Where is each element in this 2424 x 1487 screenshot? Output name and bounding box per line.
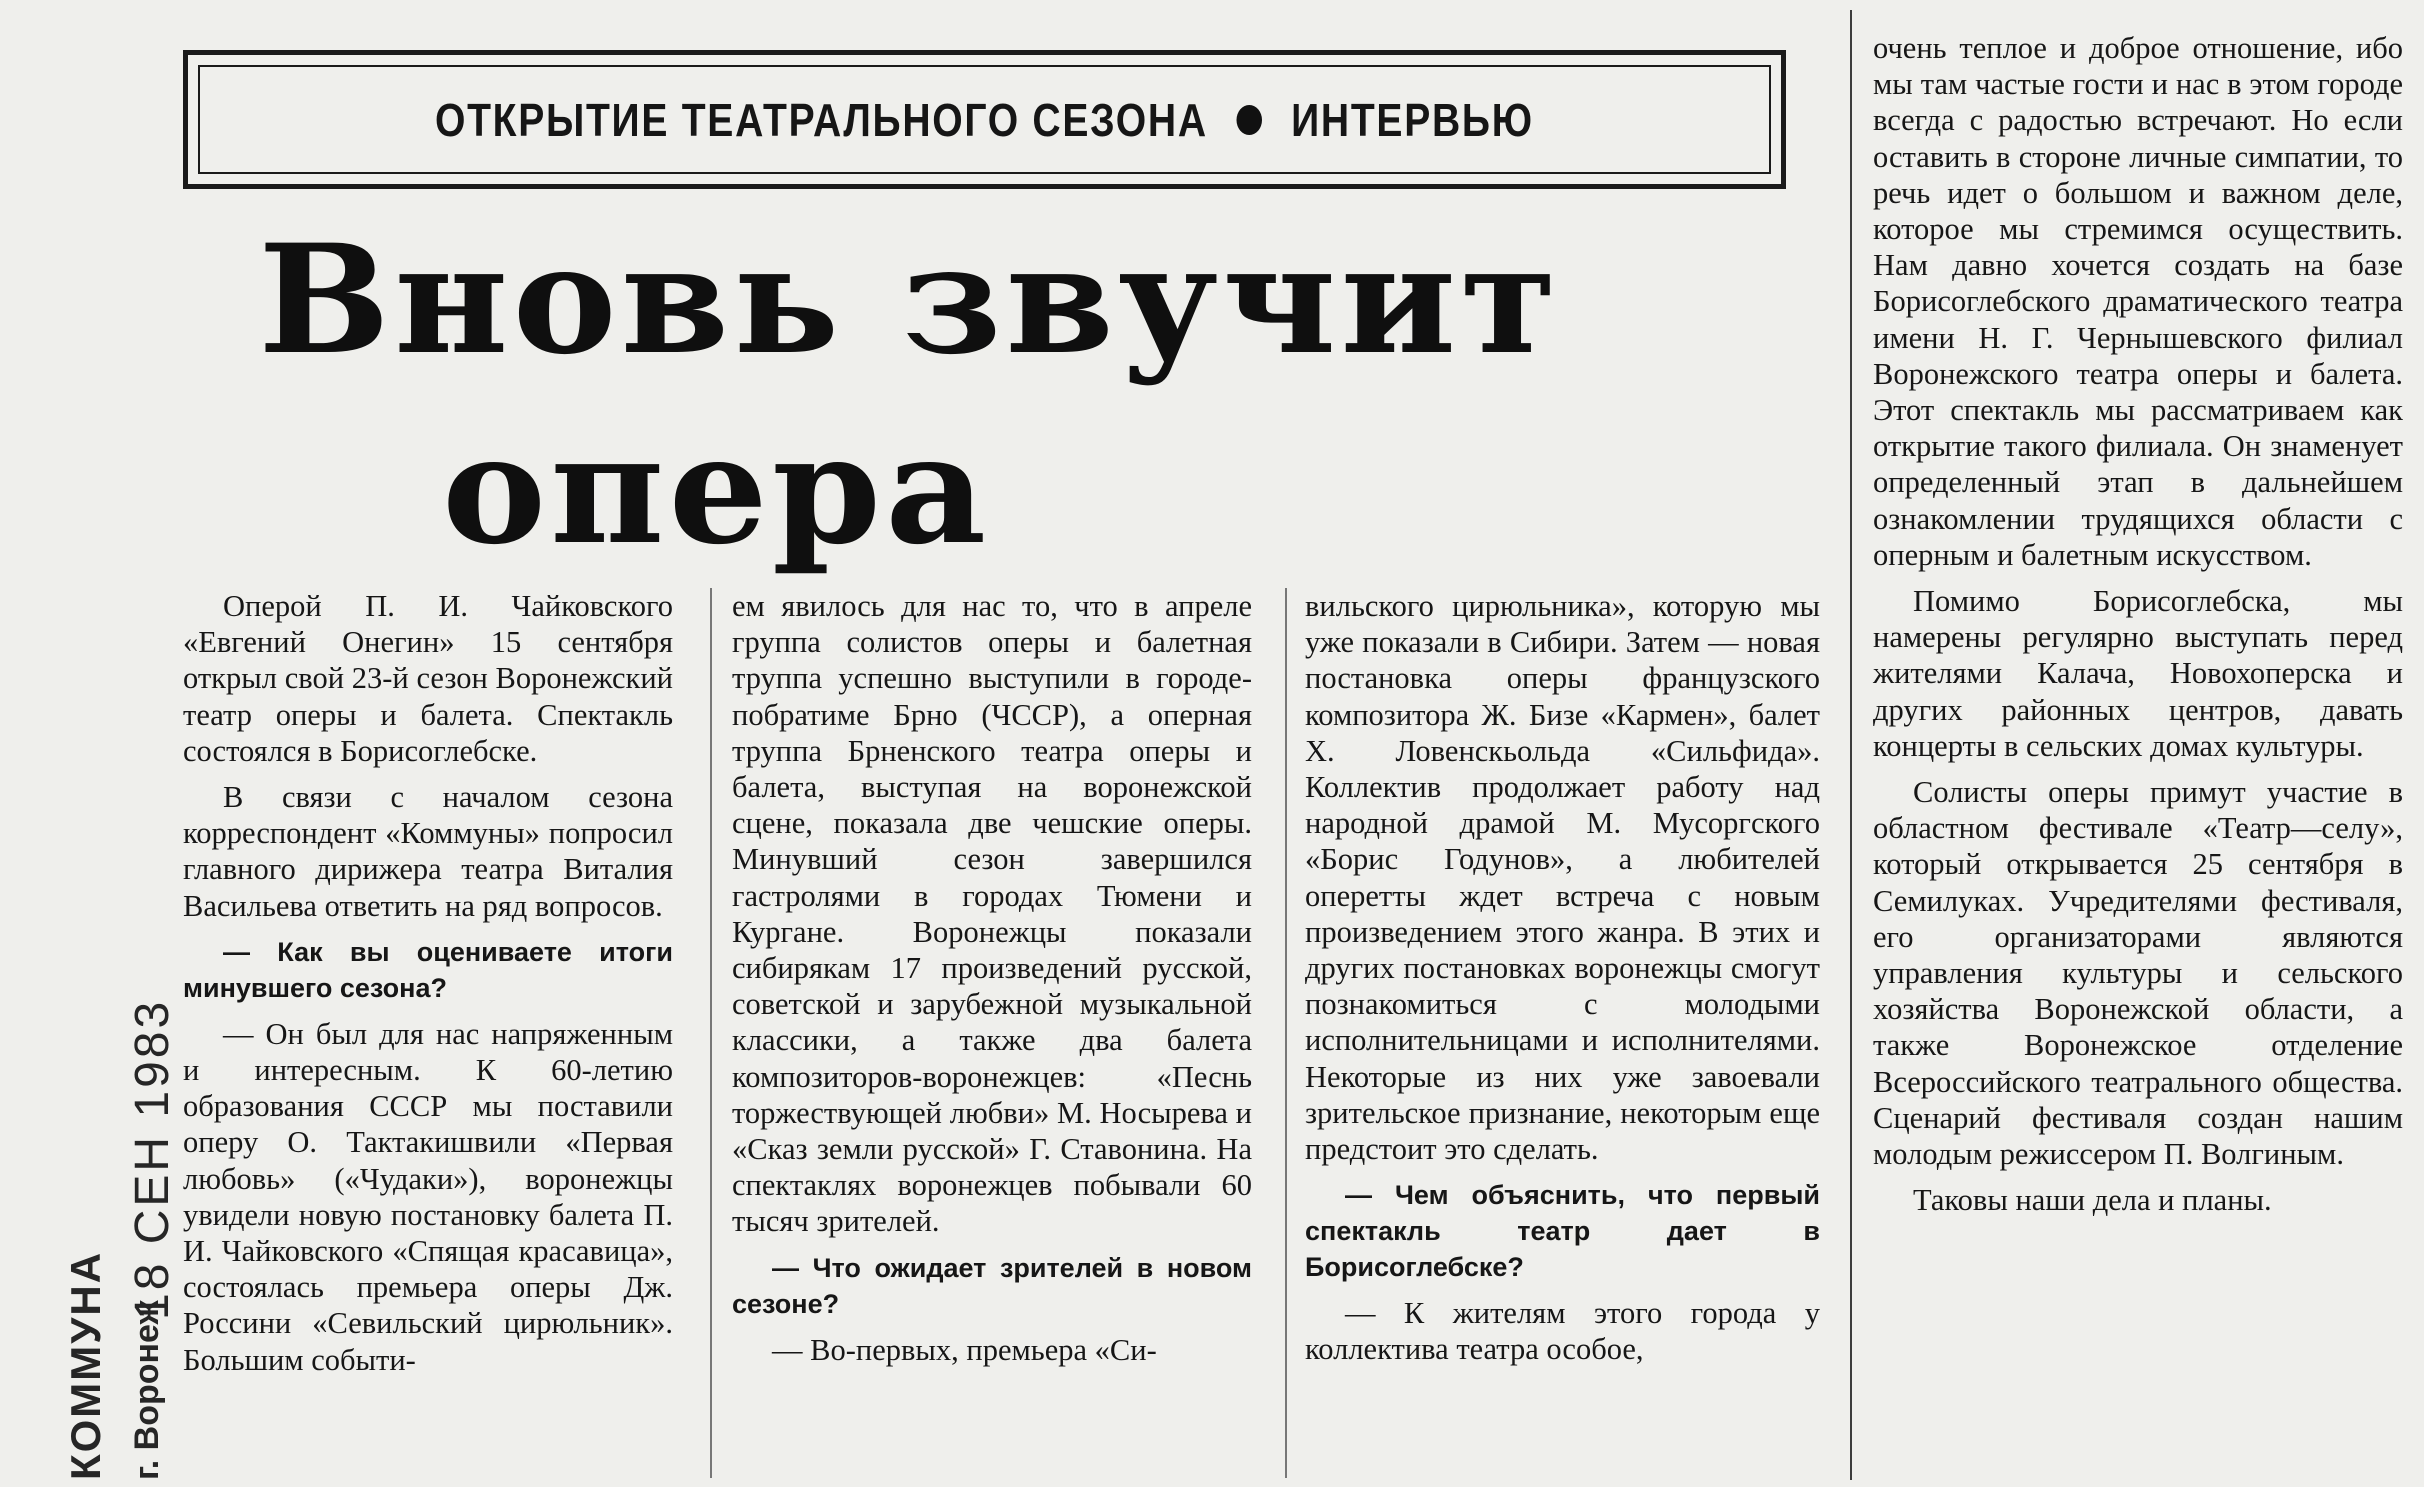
paragraph: Таковы наши дела и планы.: [1913, 1183, 2272, 1218]
paragraph: Солисты оперы примут участие в областном фестивале «Театр—селу», который открывается 25 сентября в Семилуках. Учредителями фестиваля, его организаторами являются управления культуры и сельского хозяйства Воронежской области, а также Воронежское отделение Всероссийского театрального общества. Сценарий фестиваля создан нашим молодым режиссером П. Волгиным.: [1873, 775, 2403, 1172]
paragraph: — Во-первых, премьера «Си-: [772, 1332, 1157, 1367]
stamp-newspaper: КОММУНА: [62, 1250, 109, 1480]
paragraph: — К жителям этого города у коллектива театра особое,: [1305, 1296, 1820, 1367]
article-column-2: [732, 588, 1252, 1378]
column-divider: [1850, 10, 1852, 1480]
article-column-3: [1305, 588, 1820, 1378]
paragraph: — Он был для нас напряженным и интересным. К 60-летию образования СССР мы поставили оперу О. Тактакишвили «Первая любовь» («Чудаки»), воронежцы увидели новую постановку балета П. И. Чайковского «Спящая красавица», состоялась премьера оперы Дж. Россини «Севильский цирюльник». Большим событи-: [183, 1016, 673, 1377]
paragraph: Помимо Борисоглебска, мы намерены регулярно выступать перед жителями Калача, Новохоперска и других районных центров, давать концерты в сельских домах культуры.: [1873, 584, 2403, 763]
rubric-left: ОТКРЫТИЕ ТЕАТРАЛЬНОГО СЕЗОНА: [435, 93, 1208, 146]
paragraph: очень теплое и доброе отношение, ибо мы там частые гости и нас в этом городе всегда с радостью встречают. Но если оставить в стороне личные симпатии, то речь идет о большом и важном деле, которое мы стремимся осуществить. Нам давно хочется создать на базе Борисоглебского драматического театра имени Н. Г. Чернышевского филиал Воронежского театра оперы и балета. Этот спектакль мы рассматриваем как открытие такого филиала. Он знаменует определенный этап в дальнейшем ознакомлении трудящихся области с оперным и балетным искусством.: [1873, 31, 2403, 572]
rubric-box: [183, 50, 1786, 189]
stamp-date: 18 СЕН 1983: [126, 998, 179, 1320]
paragraph: В связи с началом сезона корреспондент «Коммуны» попросил главного дирижера театра Виталия Васильева ответить на ряд вопросов.: [183, 780, 673, 923]
interview-question: — Что ожидает зрителей в новом сезоне?: [732, 1252, 1252, 1319]
rubric-text: [435, 93, 1534, 147]
headline-line-1: Вновь звучит: [258, 212, 1562, 388]
paragraph: Оперой П. И. Чайковского «Евгений Онегин» 15 сентября открыл свой 23-й сезон Воронежский театр оперы и балета. Спектакль состоялся в Борисоглебске.: [183, 589, 673, 768]
stamp-city: г. Воронеж: [128, 1300, 166, 1480]
article-column-1: [183, 588, 673, 1388]
bullet-dot-icon: [1237, 105, 1263, 135]
column-divider: [710, 588, 712, 1478]
headline-line-2: опера: [442, 402, 991, 578]
rubric-right: ИНТЕРВЬЮ: [1291, 93, 1534, 146]
article-column-4: [1873, 30, 2403, 1229]
paragraph: вильского цирюльника», которую мы уже показали в Сибири. Затем — новая постановка оперы французского композитора Ж. Бизе «Кармен», балет Х. Ловенскьольда «Сильфида». Коллектив продолжает работу над народной драмой М. Мусоргского «Борис Годунов», а любителей оперетты ждет встреча с новым произведением этого жанра. В этих и других постановках воронежцы смогут познакомиться с молодыми исполнительницами и исполнителями. Некоторые из них уже завоевали зрительское признание, некоторым еще предстоит это сделать.: [1305, 589, 1820, 1167]
paragraph: ем явилось для нас то, что в апреле группа солистов оперы и балетная труппа успешно выступили в городе-побратиме Брно (ЧССР), а оперная труппа Брненского театра оперы и балета, выступая на воронежской сцене, показала две чешские оперы. Минувший сезон завершился гастролями в городах Тюмени и Кургане. Воронежцы показали сибирякам 17 произведений русской, советской и зарубежной музыкальной классики, а также два балета композиторов-воронежцев: «Песнь торжествующей любви» М. Носырева и «Сказ земли русской» Г. Ставонина. На спектаклях воронежцев побывали 60 тысяч зрителей.: [732, 589, 1252, 1239]
interview-question: — Как вы оцениваете итоги минувшего сезона?: [183, 936, 673, 1003]
column-divider: [1285, 588, 1287, 1478]
interview-question: — Чем объяснить, что первый спектакль театр дает в Борисоглебске?: [1305, 1180, 1820, 1283]
